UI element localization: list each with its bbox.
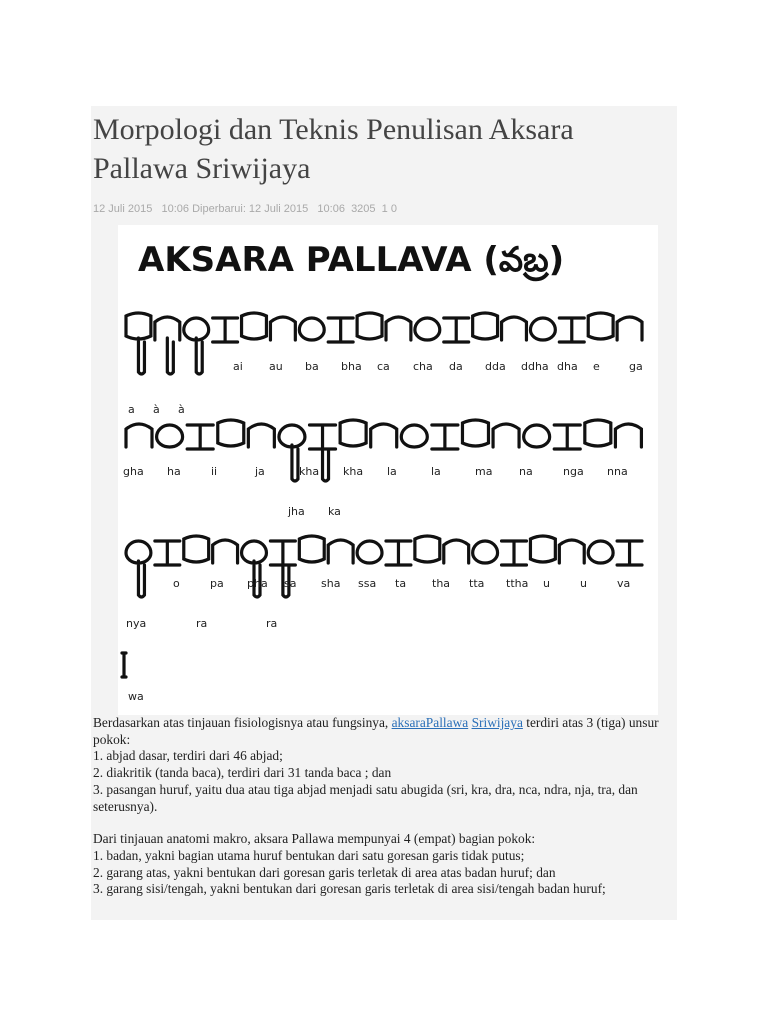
glyph-label: kha (299, 465, 320, 478)
pallava-chart-svg (118, 225, 658, 715)
glyph-label: ma (475, 465, 493, 478)
glyph-label: u (580, 577, 587, 590)
list-item: 3. pasangan huruf, yaitu dua atau tiga abjad menjadi satu abugida (sri, kra, dra, nca, ndra, nja, tra, dan seterusnya). (93, 781, 638, 814)
glyph-label: ga (629, 360, 643, 373)
glyph-label: nya (126, 617, 147, 630)
glyph-label: la (387, 465, 397, 478)
list-item: 1. abjad dasar, terdiri dari 46 abjad; (93, 748, 283, 764)
glyph-label: ai (233, 360, 243, 373)
intro-text-end: terdiri atas 3 (tiga) unsur pokok: (93, 715, 659, 747)
glyph-label: sa (284, 577, 297, 590)
glyph-label: pha (247, 577, 268, 590)
article-body (93, 715, 673, 914)
glyph-label: nga (563, 465, 584, 478)
glyph-label: tta (469, 577, 485, 590)
article-title: Morpologi dan Teknis Penulisan Aksara Pallawa Sriwijaya (93, 113, 574, 185)
glyph-label: ja (255, 465, 265, 478)
glyph-label: bha (341, 360, 362, 373)
glyph-label: à (153, 403, 160, 416)
glyph-label: gha (123, 465, 144, 478)
glyph-label: ka (328, 505, 341, 518)
pallava-script-chart-image (118, 225, 658, 715)
paragraph-intro (93, 715, 673, 815)
glyph-label: ra (196, 617, 208, 630)
glyph-label: dda (485, 360, 506, 373)
glyph-label: dha (557, 360, 578, 373)
glyph-label: na (519, 465, 533, 478)
glyph-label: ddha (521, 360, 549, 373)
glyph-label: pa (210, 577, 224, 590)
glyph-label: o (173, 577, 180, 590)
glyph-label: tha (432, 577, 451, 590)
glyph-label: va (617, 577, 631, 590)
list-item: 3. garang sisi/tengah, yakni bentukan dari goresan garis terletak di area sisi/tengah badan huruf; (93, 881, 606, 897)
glyph-label: kha (343, 465, 364, 478)
glyph-label: e (593, 360, 600, 373)
script-glyph-stroke (122, 653, 126, 677)
glyph-label: la (431, 465, 441, 478)
link-sriwijaya[interactable]: Sriwijaya (471, 715, 523, 730)
glyph-label: ra (266, 617, 278, 630)
glyph-label: u (543, 577, 550, 590)
glyph-label: da (449, 360, 463, 373)
glyph-label: ha (167, 465, 181, 478)
glyph-label: ttha (506, 577, 529, 590)
glyph-label: sha (321, 577, 341, 590)
glyph-label: ii (211, 465, 218, 478)
paragraph-anatomy (93, 831, 673, 898)
glyph-label: ssa (358, 577, 377, 590)
chart-heading: AKSARA PALLAVA (వబ్ర) (138, 240, 565, 280)
glyph-label: ta (395, 577, 407, 590)
link-aksara-pallawa[interactable]: aksaraPallawa (391, 715, 469, 730)
list-item: 1. badan, yakni bagian utama huruf bentukan dari satu goresan garis tidak putus; (93, 847, 525, 863)
glyph-label: jha (288, 505, 305, 518)
glyph-label: au (269, 360, 283, 373)
glyph-label: a (128, 403, 135, 416)
list-item: 2. garang atas, yakni bentukan dari goresan garis terletak di area atas badan huruf; dan (93, 864, 556, 880)
list-item: 2. diakritik (tanda baca), terdiri dari 31 tanda baca ; dan (93, 765, 392, 781)
glyph-label: à (178, 403, 185, 416)
intro-text-start: Berdasarkan atas tinjauan fisiologisnya atau fungsinya, (93, 715, 392, 730)
glyph-label: wa (128, 690, 144, 703)
glyph-label: ca (377, 360, 390, 373)
glyph-label: nna (607, 465, 628, 478)
anatomy-intro-text: Dari tinjauan anatomi makro, aksara Pallawa mempunyai 4 (empat) bagian pokok: (93, 831, 536, 847)
glyph-label: ba (305, 360, 319, 373)
article-meta: 12 Juli 2015 10:06 Diperbarui: 12 Juli 2015 10:06 3205 1 0 (93, 203, 397, 215)
glyph-label: cha (413, 360, 433, 373)
